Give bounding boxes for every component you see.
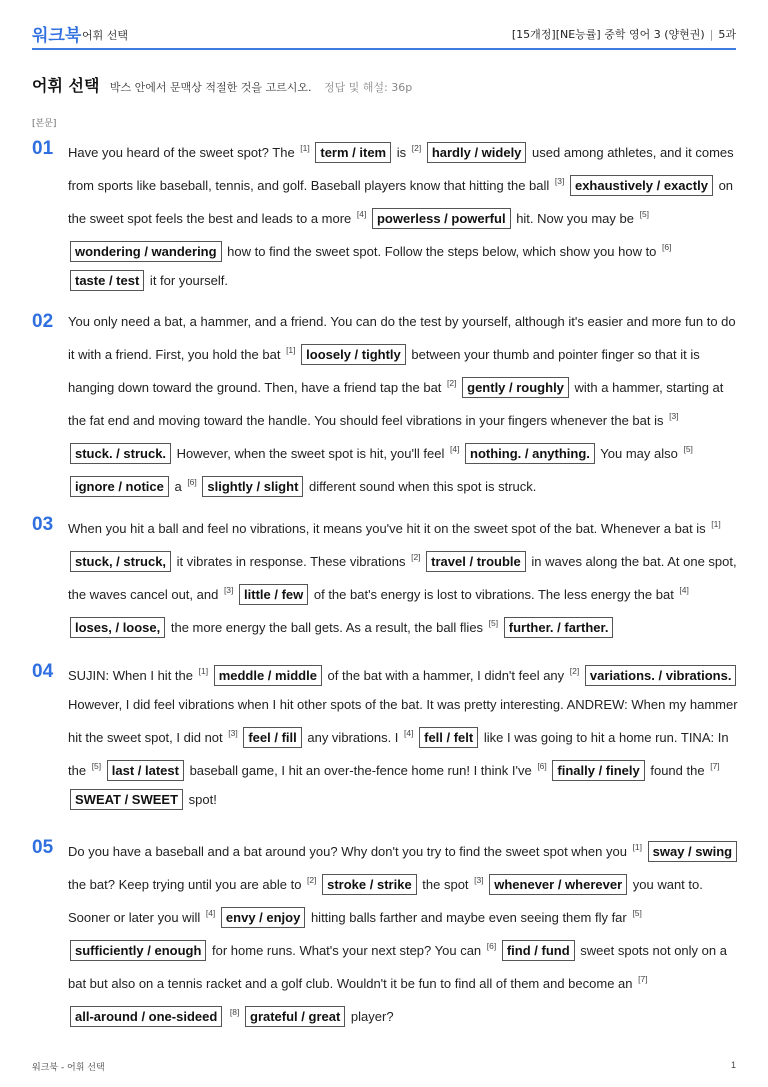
word-choice-box[interactable]: variations. / vibrations. [585, 665, 737, 686]
word-choice-box[interactable]: stuck, / struck, [70, 551, 171, 572]
passage-text: used among athletes, and it comes from sports like baseball, tennis, and golf. Baseball players know that hitting the ball [68, 145, 734, 193]
passage-text: the spot [418, 877, 473, 892]
passage-text: You only need a bat, a hammer, and a friend. You can do the test by yourself, although it's easier and more fun to do it with a friend. First, you hold the bat [68, 314, 736, 362]
blank-marker: [8] [229, 1007, 240, 1017]
blank-marker: [7] [638, 974, 648, 984]
passage-text: it vibrates in response. These vibrations [173, 554, 410, 569]
passage-text: for home runs. What's your next step? You can [208, 943, 485, 958]
blank-marker: [5] [639, 209, 650, 219]
word-choice-box[interactable]: travel / trouble [426, 551, 526, 572]
blank-marker: [2] [569, 666, 580, 676]
word-choice-box[interactable]: loosely / tightly [301, 344, 406, 365]
brand-subtitle: 어휘 선택 [82, 29, 129, 42]
passage-text: sweet spots not only on a bat but also on a tennis racket and a golf club. Wouldn't it be fun to find all of them and become an [68, 943, 727, 991]
blank-marker: [1] [198, 666, 209, 676]
blank-marker: [6] [537, 761, 547, 771]
blank-marker: [5] [91, 761, 102, 771]
passage-text: the bat? Keep trying until you are able to [68, 877, 306, 892]
course-title: [15개정][NE능률] 중학 영어 3 (양현권) [511, 28, 705, 41]
blank-marker: [6] [486, 941, 497, 951]
passage-text: in waves along the bat. At one spot, the waves cancel out, and [68, 554, 737, 602]
word-choice-box[interactable]: exhaustively / exactly [570, 175, 713, 196]
passage-text: with a hammer, starting at the fat end and moving toward the handle. You should feel vibrations in your fingers whenever the bat is [68, 380, 724, 428]
passage-text: how to find the sweet spot. Follow the steps below, which show you how to [223, 244, 661, 259]
word-choice-box[interactable]: last / latest [107, 760, 184, 781]
passage-text: between your thumb and pointer finger so that it is hanging down toward the ground. Then, have a friend tap the bat [68, 347, 700, 395]
word-choice-box[interactable]: stuck. / struck. [70, 443, 171, 464]
section-number: 05 [32, 837, 54, 858]
passage-text: you want to. Sooner or later you will [68, 877, 703, 925]
passage-text: SUJIN: When I hit the [68, 668, 197, 683]
word-choice-box[interactable]: ignore / notice [70, 476, 169, 497]
word-choice-box[interactable]: slightly / slight [202, 476, 303, 497]
blank-marker: [3] [474, 875, 484, 885]
passage [68, 833, 740, 1031]
blank-marker: [1] [711, 519, 721, 529]
worksheet-title-bar [32, 73, 412, 96]
lesson-label: 5과 [718, 28, 736, 41]
word-choice-box[interactable]: meddle / middle [214, 665, 322, 686]
blank-marker: [5] [632, 908, 642, 918]
passage-text: the more energy the ball gets. As a result, the ball flies [167, 620, 487, 635]
passage-text: baseball game, I hit an over-the-fence home run! I think I've [185, 763, 536, 778]
passage-text: like I was going to hit a home run. TINA: In the [68, 730, 729, 778]
passage-text: hitting balls farther and maybe even seeing them fly far [307, 910, 631, 925]
word-choice-box[interactable]: grateful / great [245, 1006, 345, 1027]
blank-marker: [4] [356, 209, 367, 219]
word-choice-box[interactable]: powerless / powerful [372, 208, 511, 229]
word-choice-box[interactable]: finally / finely [552, 760, 644, 781]
word-choice-box[interactable]: taste / test [70, 270, 144, 291]
blank-marker: [1] [286, 345, 296, 355]
word-choice-box[interactable]: sway / swing [648, 841, 737, 862]
blank-marker: [4] [449, 444, 460, 454]
word-choice-box[interactable]: little / few [239, 584, 308, 605]
blank-marker: [1] [300, 143, 310, 153]
word-choice-box[interactable]: gently / roughly [462, 377, 569, 398]
page-number: 1 [730, 1060, 736, 1070]
blank-marker: [4] [404, 728, 414, 738]
answer-reference: 정답 및 해설: 36p [323, 81, 413, 94]
passage-text: found the [646, 763, 709, 778]
passage-text: player? [347, 1009, 394, 1024]
passage-text: When you hit a ball and feel no vibrations, it means you've hit it on the sweet spot of the bat. Whenever a bat is [68, 521, 710, 536]
blank-marker: [3] [669, 411, 679, 421]
passage-text [224, 1009, 228, 1024]
passage-text: spot! [185, 792, 217, 807]
passage-text: of the bat with a hammer, I didn't feel any [323, 668, 568, 683]
blank-marker: [4] [679, 585, 689, 595]
worksheet-title: 어휘 선택 [32, 76, 100, 95]
worksheet-instruction: 박스 안에서 문맥상 적절한 것을 고르시오. [109, 81, 312, 94]
passage-text: Have you heard of the sweet spot? The [68, 145, 299, 160]
word-choice-box[interactable]: all-around / one-sideed [70, 1006, 222, 1027]
passage [68, 307, 740, 501]
word-choice-box[interactable]: term / item [315, 142, 391, 163]
word-choice-box[interactable]: stroke / strike [322, 874, 417, 895]
word-choice-box[interactable]: fell / felt [419, 727, 478, 748]
passage-text: any vibrations. I [303, 730, 403, 745]
blank-marker: [2] [411, 552, 421, 562]
passage-text: You may also [596, 446, 682, 461]
blank-marker: [3] [223, 585, 234, 595]
section-number: 03 [32, 514, 54, 535]
blank-marker: [3] [228, 728, 238, 738]
word-choice-box[interactable]: nothing. / anything. [465, 443, 595, 464]
word-choice-box[interactable]: find / fund [502, 940, 575, 961]
passage-text: However, when the sweet spot is hit, you'll feel [173, 446, 448, 461]
passage [68, 510, 740, 642]
blank-marker: [3] [554, 176, 565, 186]
word-choice-box[interactable]: hardly / widely [427, 142, 527, 163]
blank-marker: [5] [488, 618, 499, 628]
passage [68, 134, 740, 295]
course-info [512, 26, 736, 42]
blank-marker: [7] [710, 761, 720, 771]
section-number: 04 [32, 661, 54, 682]
page-header [32, 18, 736, 50]
word-choice-box[interactable]: feel / fill [243, 727, 301, 748]
passage-text: hit. Now you may be [512, 211, 638, 226]
blank-marker: [1] [632, 842, 643, 852]
word-choice-box[interactable]: sufficiently / enough [70, 940, 206, 961]
section-number: 02 [32, 311, 54, 332]
word-choice-box[interactable]: loses, / loose, [70, 617, 165, 638]
brand-logo: 워크북 [32, 26, 82, 46]
passage-text: is [393, 145, 410, 160]
passage-text: of the bat's energy is lost to vibrations. The less energy the bat [310, 587, 678, 602]
word-choice-box[interactable]: further. / farther. [504, 617, 614, 638]
blank-marker: [6] [187, 477, 197, 487]
section-label: [본문] [32, 119, 57, 129]
blank-marker: [4] [205, 908, 216, 918]
passage-text: on the sweet spot feels the best and leads to a more [68, 178, 734, 226]
word-choice-box[interactable]: envy / enjoy [221, 907, 305, 928]
blank-marker: [5] [683, 444, 693, 454]
passage-text: it for yourself. [146, 273, 228, 288]
word-choice-box[interactable]: wondering / wandering [70, 241, 222, 262]
passage-text: However, I did feel vibrations when I hit other spots of the bat. It was pretty interesting. ANDREW: When my hammer hit the sweet spot, I did not [68, 697, 738, 745]
blank-marker: [6] [662, 242, 672, 252]
section-number: 01 [32, 138, 54, 159]
passage-text: a [170, 479, 186, 494]
passage [68, 657, 740, 814]
footer-title: 워크북 - 어휘 선택 [32, 1063, 105, 1073]
word-choice-box[interactable]: SWEAT / SWEET [70, 789, 183, 810]
passage-text: different sound when this spot is struck. [305, 479, 537, 494]
blank-marker: [2] [307, 875, 317, 885]
word-choice-box[interactable]: whenever / wherever [489, 874, 627, 895]
passage-text: Do you have a baseball and a bat around you? Why don't you try to find the sweet spot when you [68, 844, 631, 859]
blank-marker: [2] [447, 378, 457, 388]
header-separator: | [709, 28, 714, 41]
blank-marker: [2] [411, 143, 422, 153]
